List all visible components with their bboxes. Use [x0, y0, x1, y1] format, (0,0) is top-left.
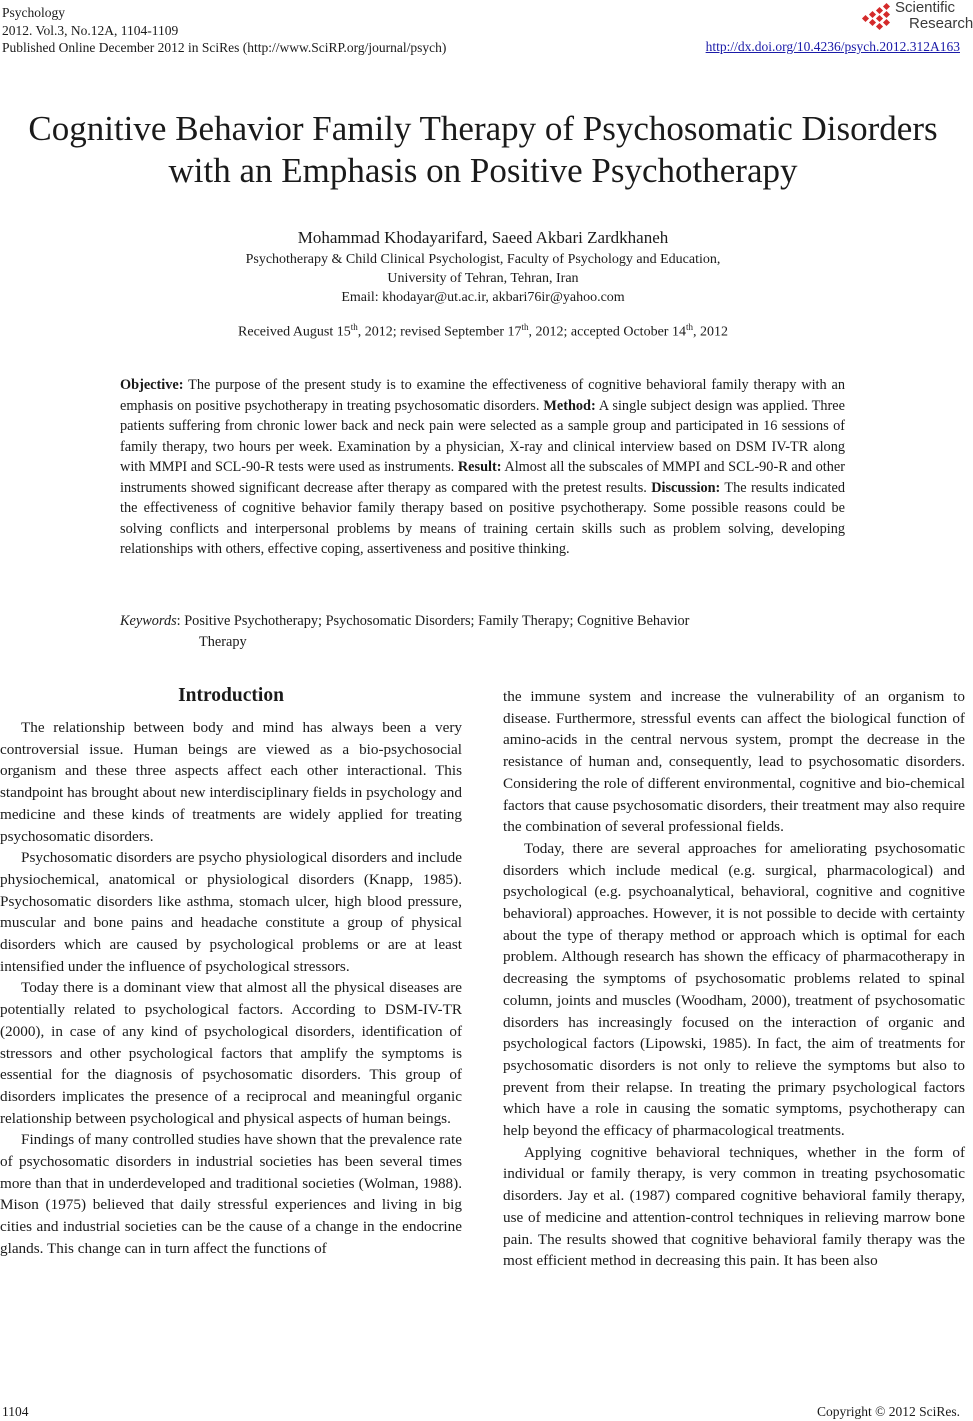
logo-line-2: Research [909, 15, 973, 32]
objective-text: The purpose of the present study is to examine the effectiveness of cognitive behavioral family therapy with an emphasis on positive psychotherapy in treating psychosomatic disorders. [120, 377, 845, 414]
email-line: Email: khodayar@ut.ac.ir, akbari76ir@yahoo.com [341, 290, 625, 305]
result-label: Result: [457, 459, 502, 475]
received-dates [0, 322, 966, 341]
accepted-sup: th [685, 322, 693, 332]
doi-link[interactable]: http://dx.doi.org/10.4236/psych.2012.312A163 [705, 39, 960, 54]
affiliation-line-2: University of Tehran, Tehran, Iran [387, 271, 579, 286]
method-label: Method: [543, 397, 596, 414]
accepted-text: , 2012; accepted October 14 [528, 324, 686, 340]
copyright: Copyright © 2012 SciRes. [816, 1404, 960, 1419]
revised-sup: th [521, 322, 529, 332]
paragraph: Findings of many controlled studies have shown that the prevalence rate of psychosomatic disorders in industrial societies has been several times more than that in underdeveloped and traditional societies (Wolman, 1988). Mison (1975) believed that daily stressful experiences and living in big cities and industrial societies can be the cause of a change in the endocrine glands. This change can in turn affect the functions of [0, 1131, 462, 1257]
logo-text [895, 0, 973, 32]
keywords-label: Keywords [120, 613, 177, 629]
right-column [503, 686, 965, 1272]
paragraph: The relationship between body and mind has always been a very controversial issue. Human beings are viewed as a bio-psychosocial organism and these three aspects affect each other interactional. This standpoint has brought about new interdisciplinary fields in psychology and medicine and these kinds of treatments are widely applied for treating psychosomatic disorders. [0, 719, 462, 845]
result-text: Almost all the subscales of MMPI and SCL-90-R and other instruments showed significant decrease after therapy as compared with the pretest results. [120, 459, 845, 496]
logo-diamonds-icon [862, 2, 896, 34]
journal-volume: 2012. Vol.3, No.12A, 1104-1109 [2, 22, 179, 38]
received-text: Received August 15 [238, 324, 351, 340]
scientific-research-logo [862, 0, 973, 36]
revised-text: , 2012; revised September 17 [357, 324, 522, 340]
paper-title [0, 108, 966, 192]
left-column [0, 684, 462, 1260]
title-line-1: Cognitive Behavior Family Therapy of Psychosomatic Disorders [28, 109, 938, 148]
section-heading-introduction: Introduction [178, 685, 284, 706]
discussion-text: The results indicated the effectiveness of cognitive behavior family therapy based on positive psychotherapy. Some possible reasons could be solving conflicts and interpersonal problems by means of training certain skills such as problem solving, developing relationships with others, effective coping, assertiveness and positive thinking. [120, 479, 846, 557]
discussion-label: Discussion: [651, 479, 721, 496]
abstract [120, 375, 845, 560]
affiliation [0, 250, 966, 307]
keywords-line-2: Therapy [199, 633, 247, 650]
paragraph: Psychosomatic disorders are psycho physiological disorders and include physiochemical, anatomical or physiological disorders (Knapp, 1985). Psychosomatic disorders like asthma, stomach ulcer, high blood pressure, muscular and bone pains and headache constitute a group of physical disorders which are caused by psychological problems or are at least intensified under the influence of psychological stressors. [0, 849, 462, 975]
method-text: A single subject design was applied. Three patients suffering from chronic lower back and neck pain were selected as a sample group and participated in 16 sessions of family therapy, two hours per week. Examination by a physician, X-ray and clinical interview based on DSM IV-TR along with MMPI and SCL-90-R tests were used as instruments. [120, 397, 845, 475]
journal-name: Psychology [2, 5, 66, 20]
page-number: 1104 [2, 1404, 29, 1419]
year-text: , 2012 [692, 324, 728, 340]
published-line: Published Online December 2012 in SciRes (http://www.SciRP.org/journal/psych) [2, 40, 447, 55]
paragraph: the immune system and increase the vulnerability of an organism to disease. Furthermore, stressful events can affect the biological function of amino-acids in the central nervous system, prompt the decrease in the resistance of human and, consequently, lead to psychosomatic disorders. Considering the role of different environmental, cognitive and bio-chemical factors that cause psychosomatic disorders, their treatment may also require the combination of several professional fields. [503, 688, 965, 836]
journal-header [2, 4, 446, 57]
authors: Mohammad Khodayarifard, Saeed Akbari Zardkhaneh [297, 228, 669, 247]
logo-line-1: Scientific [895, 0, 956, 16]
received-sup: th [350, 322, 358, 332]
keywords [120, 611, 845, 652]
keywords-line-1: : Positive Psychotherapy; Psychosomatic Disorders; Family Therapy; Cognitive Behavior [176, 613, 690, 629]
paragraph: Today, there are several approaches for ameliorating psychosomatic disorders which include medical (e.g. surgical, pharmacological) and psychological (e.g. psychoanalytical, behavioral, cognitive and cognitive behavioral) approaches. However, it is not possible to decide with certainty about the type of therapy method or approach which is optimal for each problem. Although research has shown the efficacy of pharmacotherapy in decreasing the symptoms of psychosomatic problems related to spinal column, joints and muscles (Woodham, 2000), treatment of psychosomatic disorders has increasingly focused on the interaction of organic and psychological factors (Lipowski, 1985). In fact, the aim of treatments for psychosomatic disorders is not only to relieve the symptoms but also to prevent from their relapse. In treating the primary psychological factors which have a role in causing the somatic symptoms, psychotherapy can help beyond the efficacy of pharmacological treatments. [503, 839, 965, 1140]
affiliation-line-1: Psychotherapy & Child Clinical Psychologist, Faculty of Psychology and Education, [245, 252, 721, 267]
title-line-2: with an Emphasis on Positive Psychotherapy [168, 151, 798, 190]
objective-label: Objective: [120, 377, 184, 393]
paragraph: Applying cognitive behavioral techniques, whether in the form of individual or family therapy, is very common in treating psychosomatic disorders. Jay et al. (1987) compared cognitive behavioral family therapy, use of medicine and attention-control techniques in relieving marrow bone pain. The results showed that cognitive behavioral family therapy was the most efficient method in decreasing this pain. It has been also [503, 1143, 965, 1270]
paragraph: Today there is a dominant view that almost all the physical diseases are potentially related to psychological factors. According to DSM-IV-TR (2000), in case of any kind of psychological disorders, identification of stressors and other psychological factors that amplify the symptoms is essential for the diagnosis of psychosomatic disorders. This group of disorders implicates the presence of a reciprocal and meaningful organic relationship between psychological and physical aspects of human beings. [0, 979, 462, 1127]
